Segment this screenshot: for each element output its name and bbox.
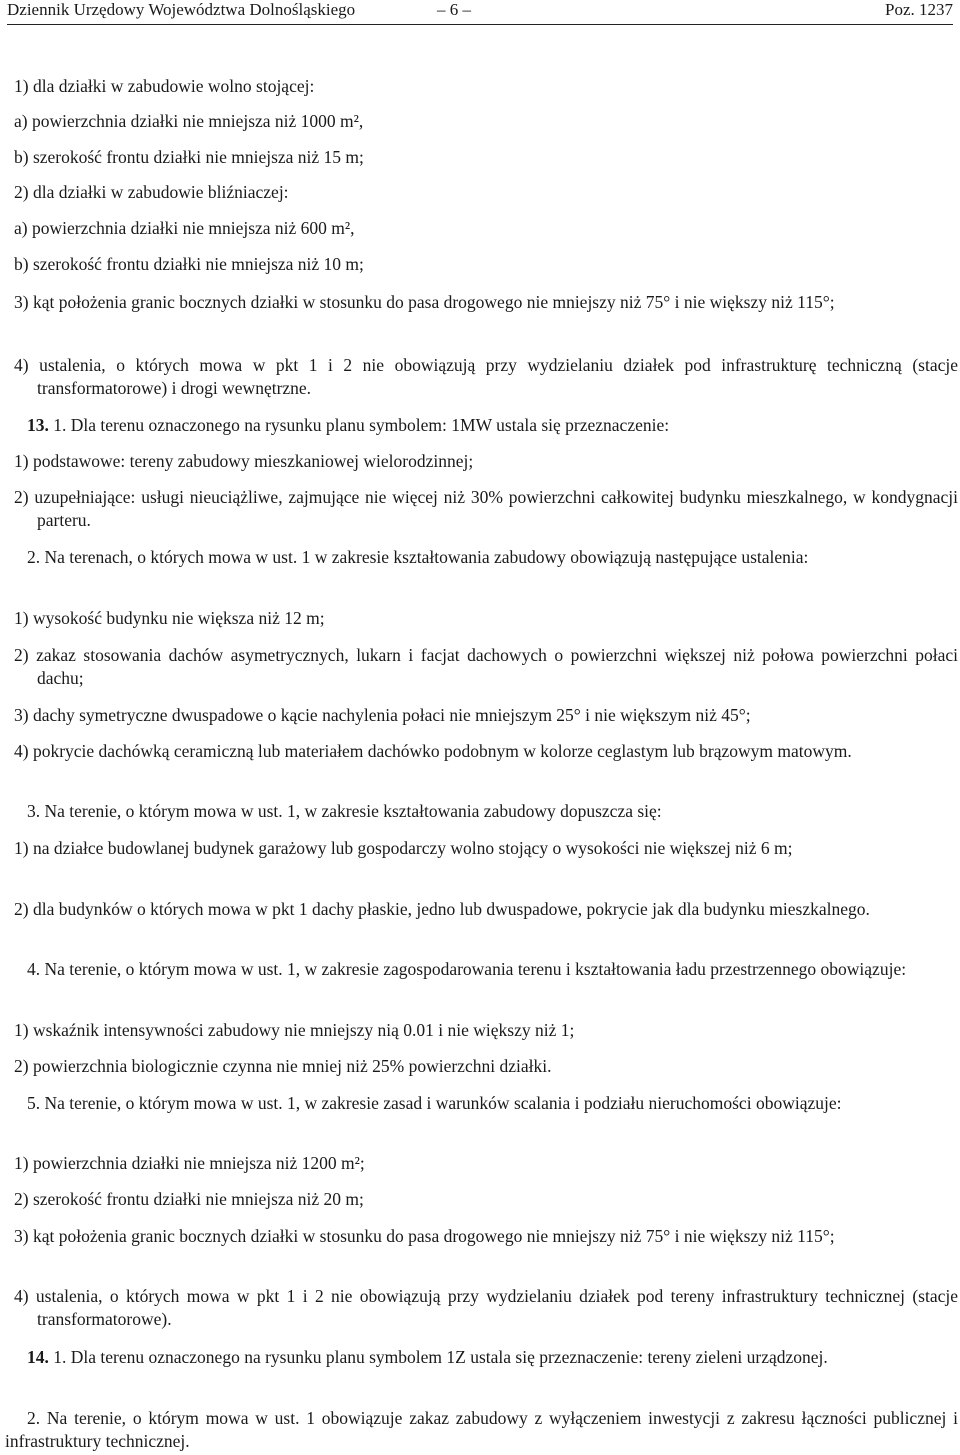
paragraph: 5. Na terenie, o którym mowa w ust. 1, w zakresie zasad i warunków scalania i podziału nieruchomości obowiązuje: <box>27 1093 842 1113</box>
list-item: 2) uzupełniające: usługi nieuciążliwe, zajmujące nie więcej niż 30% powierzchni całkowitej budynku mieszkalnego, w kondygnacji parteru. <box>14 487 958 530</box>
paragraph: 4. Na terenie, o którym mowa w ust. 1, w zakresie zagospodarowania terenu i kształtowania ładu przestrzennego obowiązuje: <box>27 959 907 979</box>
paragraph: 2. Na terenach, o których mowa w ust. 1 w zakresie kształtowania zabudowy obowiązują następujące ustalenia: <box>27 547 809 567</box>
section-number: 13. <box>27 415 49 435</box>
list-item: 2) dla budynków o których mowa w pkt 1 dachy płaskie, jedno lub dwuspadowe, pokrycie jak dla budynku mieszkalnego. <box>14 899 870 919</box>
page-number: – 6 – <box>437 0 471 19</box>
list-item: 1) na działce budowlanej budynek garażowy lub gospodarczy wolno stojący o wysokości nie większej niż 6 m; <box>14 838 793 858</box>
list-item: 1) wysokość budynku nie większa niż 12 m; <box>14 608 325 628</box>
list-item: 1) dla działki w zabudowie wolno stojącej: <box>14 76 315 96</box>
list-item: 3) dachy symetryczne dwuspadowe o kącie nachylenia połaci nie mniejszym 25° i nie większym niż 45°; <box>14 705 751 725</box>
list-item: 4) ustalenia, o których mowa w pkt 1 i 2 nie obowiązują przy wydzielaniu działek pod tereny infrastruktury technicznej (stacje transformatorowe). <box>14 1286 958 1329</box>
paragraph: 2. Na terenie, o którym mowa w ust. 1 obowiązuje zakaz zabudowy z wyłączeniem inwestycji z zakresu łączności publicznej i infrastruktury technicznej. <box>5 1408 958 1451</box>
section-13-heading <box>5 414 958 437</box>
section-number: 14. <box>27 1347 49 1367</box>
journal-title: Dziennik Urzędowy Województwa Dolnośląskiego <box>7 0 356 19</box>
list-item: 2) dla działki w zabudowie bliźniaczej: <box>14 182 289 202</box>
page-header <box>7 0 953 25</box>
list-item: 1) powierzchnia działki nie mniejsza niż 1200 m²; <box>14 1153 365 1173</box>
section-text: 1. Dla terenu oznaczonego na rysunku planu symbolem 1Z ustala się przeznaczenie: tereny zieleni urządzonej. <box>48 1347 828 1367</box>
list-item: 2) zakaz stosowania dachów asymetrycznych, lukarn i facjat dachowych o powierzchni większej niż połowa powierzchni połaci dachu; <box>14 645 958 688</box>
list-item: 4) ustalenia, o których mowa w pkt 1 i 2 nie obowiązują przy wydzielaniu działek pod infrastrukturę techniczną (stacje transformatorowe) i drogi wewnętrzne. <box>14 355 958 398</box>
list-item: 2) szerokość frontu działki nie mniejsza niż 20 m; <box>14 1189 364 1209</box>
list-item: 2) powierzchnia biologicznie czynna nie mniej niż 25% powierzchni działki. <box>14 1056 552 1076</box>
section-text: 1. Dla terenu oznaczonego na rysunku planu symbolem: 1MW ustala się przeznaczenie: <box>48 415 670 435</box>
section-14-heading <box>5 1346 958 1369</box>
list-item: 3) kąt położenia granic bocznych działki w stosunku do pasa drogowego nie mniejszy niż 75° i nie większy niż 115°; <box>14 1226 835 1246</box>
list-item: b) szerokość frontu działki nie mniejsza niż 10 m; <box>14 254 364 274</box>
list-item: 1) wskaźnik intensywności zabudowy nie mniejszy nią 0.01 i nie większy niż 1; <box>14 1020 575 1040</box>
list-item: b) szerokość frontu działki nie mniejsza niż 15 m; <box>14 147 364 167</box>
list-item: 1) podstawowe: tereny zabudowy mieszkaniowej wielorodzinnej; <box>14 451 474 471</box>
list-item: a) powierzchnia działki nie mniejsza niż 600 m², <box>14 218 355 238</box>
list-item: a) powierzchnia działki nie mniejsza niż 1000 m², <box>14 111 364 131</box>
paragraph: 3. Na terenie, o którym mowa w ust. 1, w zakresie kształtowania zabudowy dopuszcza się: <box>27 801 662 821</box>
list-item: 3) kąt położenia granic bocznych działki w stosunku do pasa drogowego nie mniejszy niż 75° i nie większy niż 115°; <box>14 292 835 312</box>
list-item: 4) pokrycie dachówką ceramiczną lub materiałem dachówko podobnym w kolorze ceglastym lub brązowym matowym. <box>14 741 852 761</box>
position-number: Poz. 1237 <box>885 0 953 19</box>
